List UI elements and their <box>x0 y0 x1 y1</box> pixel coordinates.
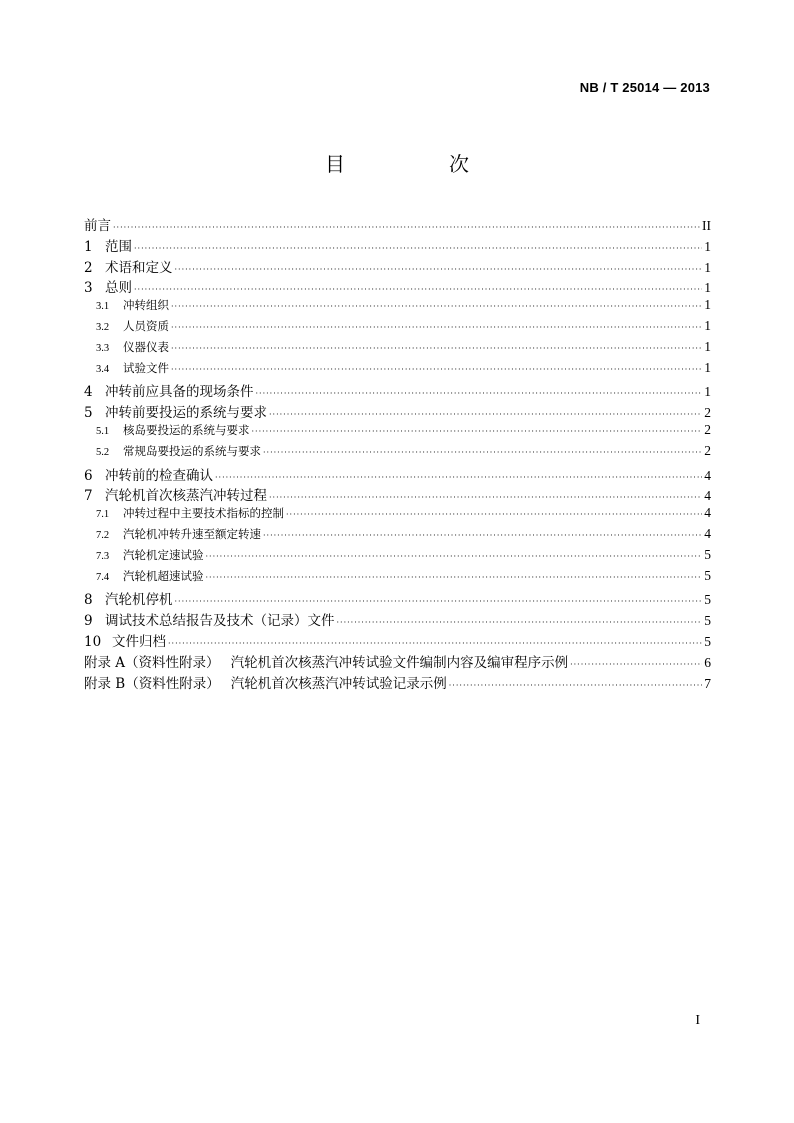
toc-label: 汽轮机超速试验 <box>123 568 204 583</box>
toc-page-number: 5 <box>704 567 711 583</box>
toc-number: 5 <box>84 405 93 422</box>
toc-label: 冲转前要投运的系统与要求 <box>105 405 267 422</box>
toc-leader-dots <box>171 302 702 311</box>
toc-page-number: 5 <box>704 613 711 629</box>
toc-label: 试验文件 <box>123 360 169 375</box>
toc-entry-10[interactable] <box>84 630 711 651</box>
toc-leader-dots <box>168 639 702 648</box>
toc-leader-dots <box>171 344 702 353</box>
toc-label: 汽轮机首次核蒸汽冲转过程 <box>105 488 267 505</box>
toc-number: 6 <box>84 467 93 484</box>
toc-entry-5-1[interactable] <box>84 422 711 443</box>
toc-entry-2[interactable] <box>84 256 711 277</box>
toc-leader-dots <box>206 573 703 582</box>
toc-label: 人员资质 <box>123 318 169 333</box>
toc-page-number: 1 <box>704 297 711 313</box>
toc-number: 3.4 <box>96 363 110 375</box>
toc-label: 冲转前应具备的现场条件 <box>105 384 254 401</box>
toc-page-number: 1 <box>704 338 711 354</box>
toc-entry-appendix-b[interactable] <box>84 672 711 693</box>
toc-number: 3.1 <box>96 301 110 313</box>
toc-entry-7[interactable] <box>84 484 711 505</box>
toc-page-number: 4 <box>704 525 711 541</box>
toc-number: 1 <box>84 238 93 255</box>
toc-entry-5-2[interactable] <box>84 443 711 464</box>
toc-entry-1[interactable] <box>84 235 711 256</box>
toc-leader-dots <box>175 265 703 274</box>
toc-leader-dots <box>337 618 703 627</box>
toc-page-number: 1 <box>704 280 711 296</box>
toc-entry-9[interactable] <box>84 609 711 630</box>
toc-leader-dots <box>134 244 702 253</box>
toc-page-number: 5 <box>704 592 711 608</box>
toc-number: 3.3 <box>96 342 110 354</box>
toc-page-number: 5 <box>704 546 711 562</box>
toc-entry-3-2[interactable] <box>84 318 711 339</box>
toc-page-number: 5 <box>704 633 711 649</box>
toc-leader-dots <box>269 493 702 502</box>
toc-page-number: 1 <box>704 317 711 333</box>
toc-label: 汽轮机冲转升速至额定转速 <box>123 526 261 541</box>
toc-number: 7 <box>84 488 93 505</box>
toc-number: 7.3 <box>96 550 110 562</box>
toc-leader-dots <box>171 365 702 374</box>
toc-page-number: 1 <box>704 259 711 275</box>
toc-number: 8 <box>84 592 93 609</box>
toc-label: 仪器仪表 <box>123 339 169 354</box>
toc-number: 4 <box>84 384 93 401</box>
toc-page-number: 1 <box>704 238 711 254</box>
toc-number: 9 <box>84 613 93 630</box>
toc-page-number: 2 <box>704 405 711 421</box>
page-number-footer: I <box>695 1013 700 1028</box>
table-of-contents <box>84 214 711 692</box>
toc-number: 2 <box>84 259 93 276</box>
toc-entry-3-1[interactable] <box>84 297 711 318</box>
toc-page-number: 6 <box>704 654 711 670</box>
toc-number: 5.1 <box>96 425 110 437</box>
toc-label: 汽轮机定速试验 <box>123 547 204 562</box>
toc-label: 附录 A（资料性附录） 汽轮机首次核蒸汽冲转试验文件编制内容及编审程序示例 <box>84 654 569 671</box>
toc-label: 文件归档 <box>112 633 166 650</box>
toc-leader-dots <box>286 510 702 519</box>
toc-page-number: 4 <box>704 505 711 521</box>
toc-page-number: 1 <box>704 384 711 400</box>
toc-leader-dots <box>113 223 700 232</box>
toc-leader-dots <box>263 531 702 540</box>
toc-leader-dots <box>175 597 703 606</box>
toc-number: 5.2 <box>96 446 110 458</box>
toc-page-number: II <box>702 218 711 233</box>
toc-number: 3.2 <box>96 321 110 333</box>
toc-page-number: 1 <box>704 359 711 375</box>
standard-code: NB / T 25014 — 2013 <box>579 80 710 95</box>
toc-leader-dots <box>449 681 702 690</box>
toc-entry-7-4[interactable] <box>84 568 711 589</box>
toc-leader-dots <box>252 427 703 436</box>
toc-entry-preface[interactable] <box>84 214 711 235</box>
toc-number: 10 <box>84 633 102 650</box>
toc-number: 3 <box>84 280 93 297</box>
toc-entry-7-1[interactable] <box>84 505 711 526</box>
toc-label: 调试技术总结报告及技术（记录）文件 <box>105 613 335 630</box>
toc-label: 前言 <box>84 218 111 234</box>
toc-entry-3-3[interactable] <box>84 339 711 360</box>
toc-number: 7.1 <box>96 509 110 521</box>
toc-page-number: 2 <box>704 421 711 437</box>
toc-page-number: 4 <box>704 488 711 504</box>
page-title: 目 次 <box>325 152 511 176</box>
toc-label: 附录 B（资料性附录） 汽轮机首次核蒸汽冲转试验记录示例 <box>84 675 447 692</box>
toc-entry-3[interactable] <box>84 276 711 297</box>
toc-leader-dots <box>215 473 702 482</box>
toc-label: 常规岛要投运的系统与要求 <box>123 443 261 458</box>
toc-entry-6[interactable] <box>84 464 711 485</box>
toc-leader-dots <box>171 323 702 332</box>
toc-label: 冲转组织 <box>123 298 169 313</box>
toc-number: 7.4 <box>96 571 110 583</box>
toc-leader-dots <box>269 410 702 419</box>
toc-leader-dots <box>206 552 703 561</box>
toc-entry-5[interactable] <box>84 401 711 422</box>
toc-entry-appendix-a[interactable] <box>84 651 711 672</box>
toc-leader-dots <box>263 448 702 457</box>
toc-label: 冲转前的检查确认 <box>105 467 213 484</box>
toc-entry-8[interactable] <box>84 588 711 609</box>
toc-page-number: 4 <box>704 467 711 483</box>
toc-number: 7.2 <box>96 529 110 541</box>
toc-entry-3-4[interactable] <box>84 360 711 381</box>
toc-page-number: 7 <box>704 675 711 691</box>
toc-label: 总则 <box>105 280 132 297</box>
toc-entry-7-3[interactable] <box>84 547 711 568</box>
toc-leader-dots <box>134 285 702 294</box>
toc-leader-dots <box>570 660 702 669</box>
toc-label: 核岛要投运的系统与要求 <box>123 422 250 437</box>
toc-leader-dots <box>256 389 703 398</box>
toc-entry-4[interactable] <box>84 380 711 401</box>
toc-label: 术语和定义 <box>105 259 173 276</box>
toc-entry-7-2[interactable] <box>84 526 711 547</box>
toc-label: 范围 <box>105 238 132 255</box>
toc-page-number: 2 <box>704 442 711 458</box>
toc-label: 冲转过程中主要技术指标的控制 <box>123 506 284 521</box>
toc-label: 汽轮机停机 <box>105 592 173 609</box>
